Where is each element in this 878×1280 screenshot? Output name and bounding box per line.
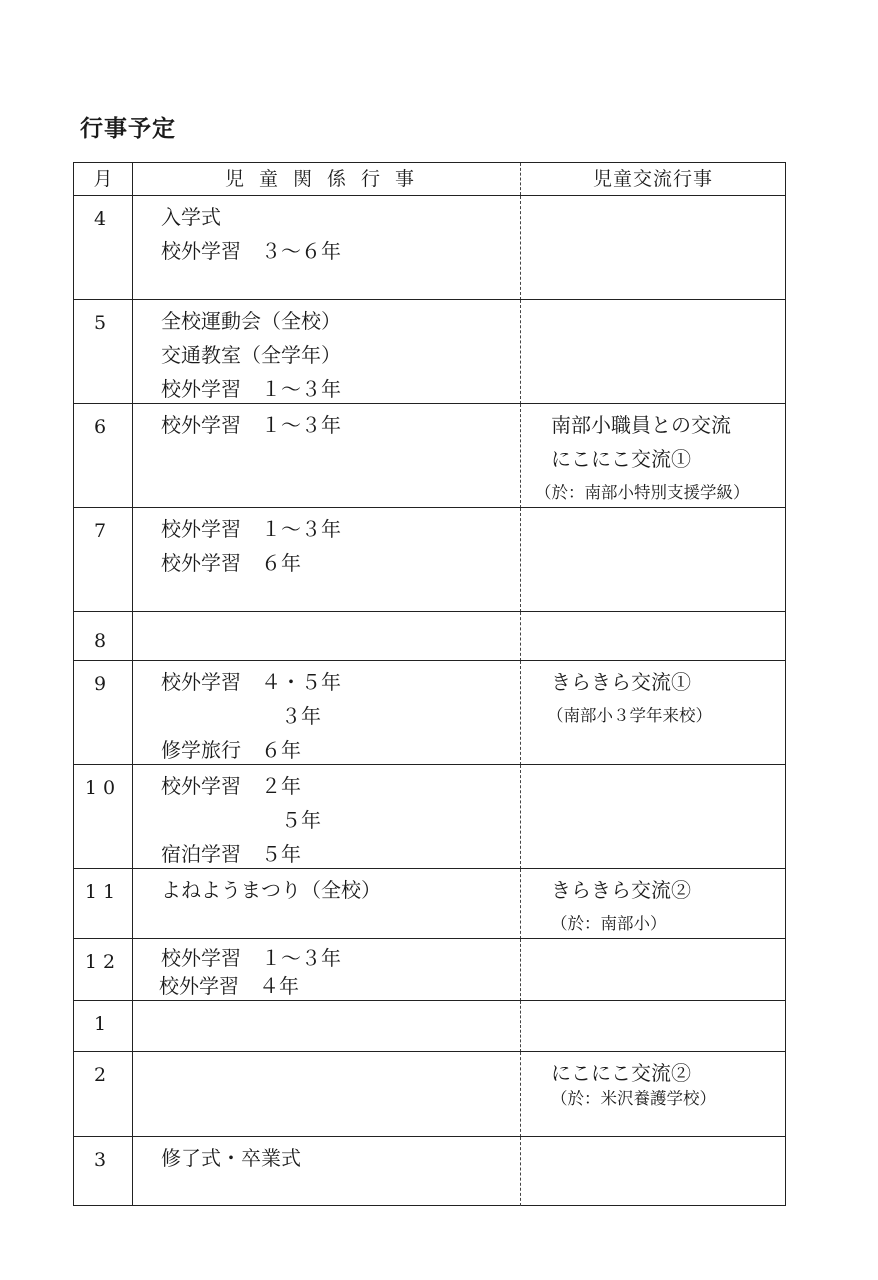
exchange-line: 南部小職員との交流 (551, 413, 731, 437)
month-cell: 11 (84, 881, 122, 903)
event-line: 校外学習 １～３年 (161, 377, 341, 401)
table-row (74, 1051, 785, 1137)
exchange-line: にこにこ交流② (551, 1061, 691, 1085)
event-line: 修学旅行 ６年 (161, 738, 301, 762)
event-line: 宿泊学習 ５年 (161, 842, 301, 866)
event-line: 全校運動会（全校） (161, 309, 341, 333)
exchange-venue-note: （於：米沢養護学校） (551, 1089, 716, 1108)
event-line: 校外学習 １～３年 (161, 413, 341, 437)
month-cell: 10 (84, 777, 122, 799)
exchange-column-header: 児童交流行事 (520, 163, 785, 195)
exchange-venue-note: （於：南部小特別支援学級） (535, 483, 750, 502)
event-line: 校外学習 ３～６年 (161, 239, 341, 263)
month-cell: 1 (93, 1013, 113, 1035)
event-line: 校外学習 ２年 (161, 774, 301, 798)
month-column-header: 月 (93, 168, 113, 190)
table-row (74, 507, 785, 612)
month-cell: 4 (93, 208, 113, 230)
table-row (74, 611, 785, 661)
event-line: 入学式 (161, 205, 221, 229)
month-cell: 9 (93, 673, 113, 695)
event-line: ３年 (281, 704, 321, 728)
exchange-line: きらきら交流② (551, 878, 691, 902)
table-row (74, 660, 785, 765)
event-line: よねようまつり（全校） (161, 878, 381, 902)
month-cell: 6 (93, 416, 113, 438)
table-header-row (74, 163, 785, 195)
event-line: 修了式・卒業式 (161, 1146, 301, 1170)
page-title: 行事予定 (80, 116, 176, 142)
schedule-table (73, 162, 786, 1206)
month-cell: 8 (93, 630, 113, 652)
table-row (74, 868, 785, 939)
event-line: 校外学習 １～３年 (161, 946, 341, 970)
event-line: 校外学習 ４年 (159, 974, 299, 998)
exchange-venue-note: （南部小３学年来校） (547, 706, 712, 725)
table-row (74, 764, 785, 869)
table-row (74, 195, 785, 300)
table-row (74, 938, 785, 1001)
table-row (74, 1136, 785, 1206)
table-row (74, 403, 785, 508)
exchange-line: きらきら交流① (551, 670, 691, 694)
month-cell: 7 (93, 520, 113, 542)
exchange-venue-note: （於：南部小） (551, 914, 667, 933)
event-line: ５年 (281, 808, 321, 832)
table-row (74, 299, 785, 404)
month-cell: 2 (93, 1064, 113, 1086)
month-cell: 12 (84, 951, 122, 973)
exchange-line: にこにこ交流① (551, 447, 691, 471)
event-line: 交通教室（全学年） (161, 343, 341, 367)
month-cell: 3 (93, 1149, 113, 1171)
month-cell: 5 (93, 312, 113, 334)
event-line: 校外学習 ６年 (161, 551, 301, 575)
events-column-header: 児童関係行事 (132, 163, 521, 195)
table-row (74, 1000, 785, 1052)
event-line: 校外学習 ４・５年 (161, 670, 341, 694)
event-line: 校外学習 １～３年 (161, 517, 341, 541)
